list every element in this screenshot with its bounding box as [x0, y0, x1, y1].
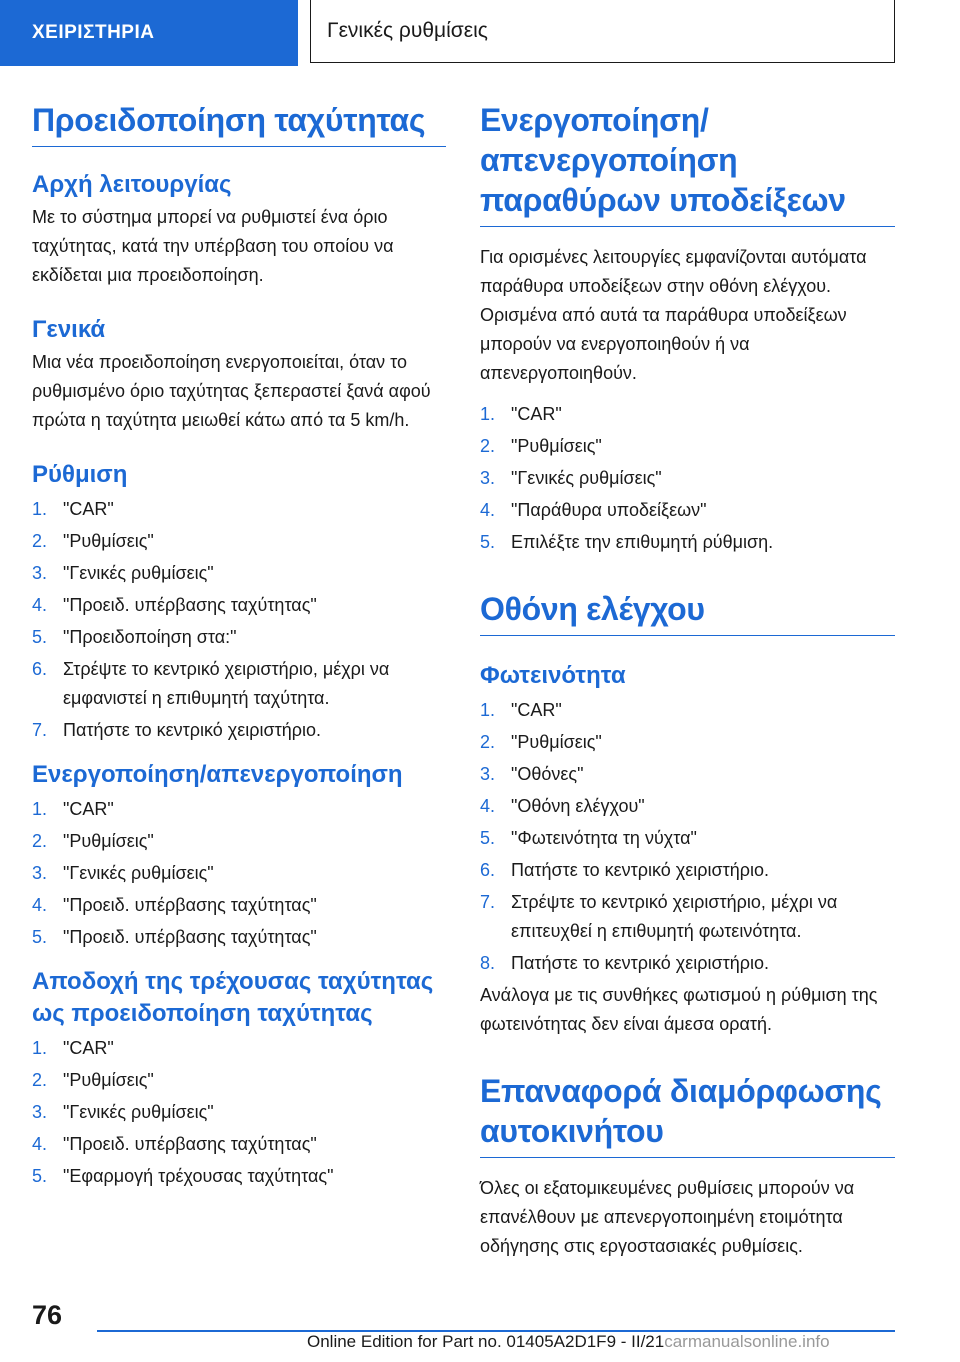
- step-number: 4.: [32, 595, 48, 615]
- step-number: 3.: [32, 863, 48, 883]
- step-number: 5.: [32, 927, 48, 947]
- page-header: [0, 0, 960, 66]
- left-column: [32, 100, 446, 1194]
- step-number: 5.: [32, 1166, 48, 1186]
- step-number: 1.: [480, 700, 496, 720]
- step-item: [32, 655, 446, 713]
- page-number: 76: [32, 1300, 63, 1330]
- principle-text: Με το σύστημα μπορεί να ρυθμιστεί ένα όριο ταχύτητας, κατά την υπέρβαση του οποίου να εκδίδεται μια προειδοποίηση.: [32, 207, 394, 285]
- step-item: [480, 432, 895, 461]
- step-text: Επιλέξτε την επιθυμητή ρύθμιση.: [511, 532, 774, 552]
- step-text: "Ρυθμίσεις": [511, 436, 602, 456]
- step-item: [480, 949, 895, 978]
- reset-text: Όλες οι εξατομικευμένες ρυθμίσεις μπορούν να επανέλθουν με απενεργοποιημένη ετοιμότητα οδήγησης στις εργοστασιακές ρυθμίσεις.: [480, 1178, 855, 1256]
- step-item: [32, 923, 446, 952]
- step-item: [32, 891, 446, 920]
- step-text: "Γενικές ρυθμίσεις": [63, 863, 214, 883]
- step-item: [32, 795, 446, 824]
- step-number: 2.: [32, 1070, 48, 1090]
- step-number: 7.: [32, 720, 48, 740]
- step-number: 8.: [480, 953, 496, 973]
- brightness-heading: Φωτεινότητα: [480, 662, 626, 689]
- step-text: "Φωτεινότητα τη νύχτα": [511, 828, 697, 848]
- principle-heading: Αρχή λειτουργίας: [32, 171, 232, 198]
- speed-warning-title: Προειδοποίηση ταχύτητας: [32, 100, 446, 147]
- step-text: "CAR": [63, 799, 114, 819]
- step-text: "Προειδ. υπέρβασης ταχύτητας": [63, 895, 317, 915]
- watermark-text: carmanualsonline.info: [664, 1332, 830, 1351]
- step-number: 5.: [480, 828, 496, 848]
- step-number: 3.: [480, 468, 496, 488]
- step-item: [32, 495, 446, 524]
- step-text: "Προειδοποίηση στα:": [63, 627, 237, 647]
- section-title: Γενικές ρυθμίσεις: [310, 0, 895, 63]
- step-item: [32, 527, 446, 556]
- step-number: 1.: [32, 499, 48, 519]
- step-item: [480, 888, 895, 946]
- step-text: Πατήστε το κεντρικό χειριστήριο.: [511, 953, 769, 973]
- step-text: "CAR": [63, 499, 114, 519]
- step-item: [32, 859, 446, 888]
- step-item: [480, 496, 895, 525]
- step-text: Στρέψτε το κεντρικό χειριστήριο, μέχρι να επιτευχθεί η επιθυμητή φωτεινότητα.: [511, 892, 838, 941]
- step-item: [480, 824, 895, 853]
- step-item: [480, 464, 895, 493]
- step-number: 4.: [32, 1134, 48, 1154]
- step-item: [480, 856, 895, 885]
- step-item: [480, 696, 895, 725]
- step-number: 2.: [480, 436, 496, 456]
- step-text: "CAR": [63, 1038, 114, 1058]
- edition-text: Online Edition for Part no. 01405A2D1F9 - II/21: [307, 1332, 665, 1351]
- step-number: 4.: [32, 895, 48, 915]
- step-text: "CAR": [511, 404, 562, 424]
- brightness-steps: [480, 696, 895, 978]
- step-text: "Εφαρμογή τρέχουσας ταχύτητας": [63, 1166, 334, 1186]
- step-text: "Ρυθμίσεις": [63, 531, 154, 551]
- setting-heading: Ρύθμιση: [32, 461, 128, 488]
- step-text: "Οθόνη ελέγχου": [511, 796, 645, 816]
- step-number: 2.: [480, 732, 496, 752]
- step-item: [32, 1034, 446, 1063]
- step-text: "Γενικές ρυθμίσεις": [63, 1102, 214, 1122]
- step-text: Πατήστε το κεντρικό χειριστήριο.: [63, 720, 321, 740]
- step-number: 7.: [480, 892, 496, 912]
- step-text: "Προειδ. υπέρβασης ταχύτητας": [63, 595, 317, 615]
- display-title: Οθόνη ελέγχου: [480, 589, 895, 636]
- step-number: 3.: [32, 1102, 48, 1122]
- step-text: "Γενικές ρυθμίσεις": [511, 468, 662, 488]
- step-number: 1.: [480, 404, 496, 424]
- brightness-note: Ανάλογα με τις συνθήκες φωτισμού η ρύθμιση της φωτεινότητας δεν είναι άμεσα ορατή.: [480, 985, 878, 1034]
- step-item: [32, 1066, 446, 1095]
- step-item: [480, 400, 895, 429]
- popup-title: Ενεργοποίηση/ απενεργοποίηση παραθύρων υποδείξεων: [480, 100, 895, 227]
- step-number: 4.: [480, 500, 496, 520]
- reset-title: Επαναφορά διαμόρφωσης αυτοκινήτου: [480, 1071, 895, 1158]
- step-item: [32, 1130, 446, 1159]
- toggle-steps: [32, 795, 446, 952]
- step-number: 5.: [32, 627, 48, 647]
- right-column: [480, 100, 895, 1261]
- step-item: [480, 760, 895, 789]
- step-text: "Προειδ. υπέρβασης ταχύτητας": [63, 927, 317, 947]
- popup-steps: [480, 400, 895, 557]
- step-text: "Γενικές ρυθμίσεις": [63, 563, 214, 583]
- accept-heading: Αποδοχή της τρέχουσας ταχύτητας ως προειδοποίηση ταχύτητας: [32, 968, 434, 1027]
- step-item: [32, 1098, 446, 1127]
- step-text: "Παράθυρα υποδείξεων": [511, 500, 707, 520]
- step-text: "Ρυθμίσεις": [511, 732, 602, 752]
- step-item: [480, 528, 895, 557]
- step-number: 4.: [480, 796, 496, 816]
- step-text: "CAR": [511, 700, 562, 720]
- step-item: [32, 591, 446, 620]
- step-number: 3.: [32, 563, 48, 583]
- step-text: "Προειδ. υπέρβασης ταχύτητας": [63, 1134, 317, 1154]
- step-text: Στρέψτε το κεντρικό χειριστήριο, μέχρι να εμφανιστεί η επιθυμητή ταχύτητα.: [63, 659, 390, 708]
- step-item: [480, 728, 895, 757]
- popup-text: Για ορισμένες λειτουργίες εμφανίζονται αυτόματα παράθυρα υποδείξεων στην οθόνη ελέγχου. Ορισμένα από αυτά τα παράθυρα υποδείξεων μπορούν να ενεργοποιηθούν ή να απενεργοποιηθούν.: [480, 247, 867, 383]
- step-text: "Ρυθμίσεις": [63, 831, 154, 851]
- step-number: 6.: [32, 659, 48, 679]
- step-item: [32, 716, 446, 745]
- step-number: 5.: [480, 532, 496, 552]
- general-heading: Γενικά: [32, 316, 106, 343]
- step-number: 2.: [32, 831, 48, 851]
- step-item: [32, 1162, 446, 1191]
- toggle-heading: Ενεργοποίηση/απενεργοποίηση: [32, 761, 403, 788]
- step-text: "Ρυθμίσεις": [63, 1070, 154, 1090]
- setting-steps: [32, 495, 446, 745]
- step-text: "Οθόνες": [511, 764, 584, 784]
- step-item: [480, 792, 895, 821]
- step-number: 2.: [32, 531, 48, 551]
- step-text: Πατήστε το κεντρικό χειριστήριο.: [511, 860, 769, 880]
- step-number: 1.: [32, 799, 48, 819]
- step-item: [32, 827, 446, 856]
- general-text: Μια νέα προειδοποίηση ενεργοποιείται, όταν το ρυθμισμένο όριο ταχύτητας ξεπεραστεί ξανά αφού πρώτα η ταχύτητα μειωθεί κάτω από τα 5 km/h.: [32, 352, 431, 430]
- step-number: 6.: [480, 860, 496, 880]
- step-item: [32, 623, 446, 652]
- accept-steps: [32, 1034, 446, 1191]
- step-number: 3.: [480, 764, 496, 784]
- chapter-tab[interactable]: ΧΕΙΡΙΣΤΗΡΙΑ: [0, 0, 298, 66]
- step-item: [32, 559, 446, 588]
- step-number: 1.: [32, 1038, 48, 1058]
- footer-edition-line: [307, 1332, 830, 1352]
